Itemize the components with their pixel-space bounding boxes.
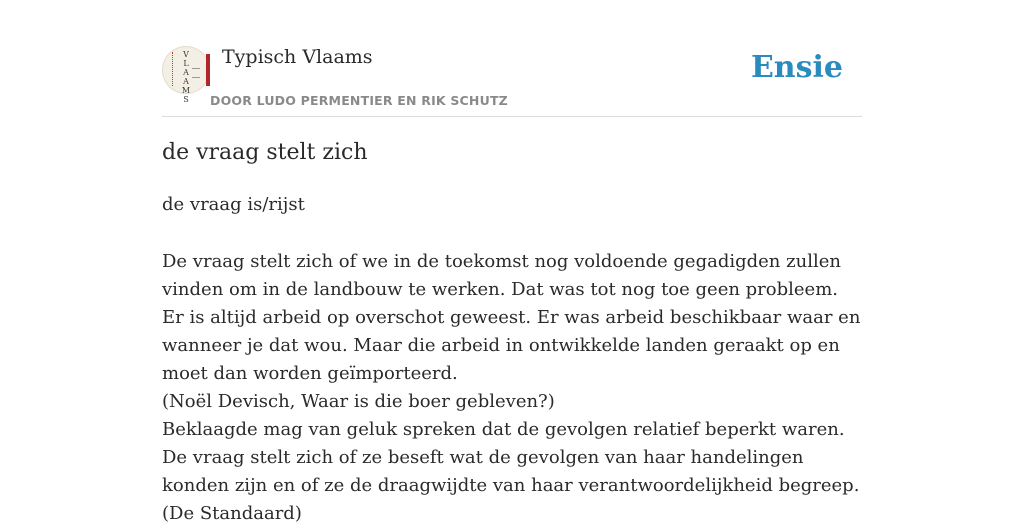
logo-lines xyxy=(192,68,200,78)
entry-examples xyxy=(162,248,862,528)
example-paragraph: Beklaagde mag van geluk spreken dat de gevolgen relatief beperkt waren. De vraag stelt zich of ze beseft wat de gevolgen van haar handelingen konden zijn en of ze de draagwijdte van haar verantwoordelijkheid begreep. xyxy=(162,419,860,496)
entry-definition: de vraag is/rijst xyxy=(162,194,305,215)
site-title-link[interactable]: Typisch Vlaams xyxy=(222,46,373,68)
ensie-brand-link[interactable]: Ensie xyxy=(750,50,843,85)
logo-ticks xyxy=(172,52,177,86)
example-paragraph: De vraag stelt zich of we in de toekomst nog voldoende gegadigden zullen vinden om in de landbouw te werken. Dat was tot nog toe geen probleem. Er is altijd arbeid op overschot geweest. Er was arbeid beschikbaar waar en wanneer je dat wou. Maar die arbeid in ontwikkelde landen geraakt op en moet dan worden geïmporteerd. xyxy=(162,251,861,384)
example-source: (Noël Devisch, Waar is die boer gebleven?) xyxy=(162,391,555,412)
example-source: (De Standaard) xyxy=(162,503,302,524)
logo-red-bar xyxy=(206,54,210,86)
byline: DOOR LUDO PERMENTIER EN RIK SCHUTZ xyxy=(210,93,508,108)
logo-letters: V L A A M S xyxy=(181,50,191,104)
page xyxy=(162,0,862,524)
site-header xyxy=(162,0,862,117)
typisch-vlaams-logo-icon[interactable] xyxy=(162,46,210,104)
entry-title: de vraag stelt zich xyxy=(162,140,368,165)
